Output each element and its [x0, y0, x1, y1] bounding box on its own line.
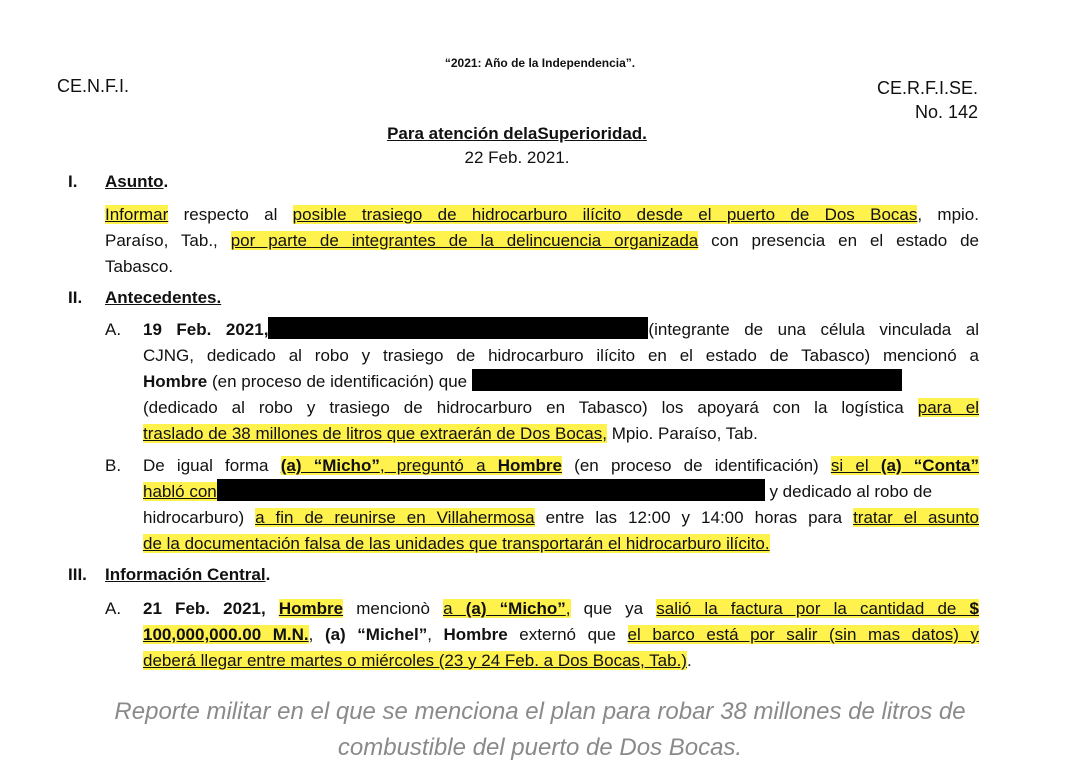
redaction-bar [268, 317, 648, 339]
s2a-text: (dedicado al robo y trasiego de hidrocarburo en Tabasco) los apoyará con la logística [143, 398, 918, 417]
section-2-title-text: Antecedentes. [105, 288, 222, 307]
s2b-text: y dedicado al robo de [764, 482, 933, 501]
section-1-title-text: Asunto [105, 172, 164, 191]
section-1-paragraph [105, 202, 979, 280]
s2b-text: si el [830, 456, 881, 475]
s3a-hl-llegar: deberá llegar entre martes o miércoles (23 y 24 Feb. a Dos Bocas, Tab.) [143, 651, 687, 670]
s2b-text: entre las 12:00 y 14:00 horas para [534, 508, 854, 527]
s3a-micho: (a) “Micho” [465, 599, 566, 618]
s2a-text: (integrante de una célula vinculada al [648, 320, 979, 339]
caption-line-1: Reporte militar en el que se menciona el plan para robar 38 millones de litros de [114, 698, 966, 725]
s2a-line-1 [143, 317, 979, 343]
s3a-hl-amount [143, 625, 309, 644]
s1-text: con presencia en el estado de [698, 231, 979, 250]
s2a-line-2: CJNG, dedicado al robo y trasiego de hidrocarburo ilícito en el estado de Tabasco) mencionó a [143, 346, 979, 365]
s2b-conta: (a) “Conta” [880, 456, 979, 475]
s3a-hombre-2: Hombre [443, 625, 508, 644]
s3a-text: , [308, 625, 325, 644]
item-2B-letter: B. [105, 456, 122, 475]
s2b-hombre: Hombre [497, 456, 562, 475]
s1-text: Paraíso, Tab., [105, 231, 231, 250]
s1-hl-informar: Informar [105, 205, 169, 224]
s2b-line-1 [143, 453, 979, 479]
s3a-text: , [565, 599, 571, 618]
s3a-date: 21 Feb. 2021, [143, 599, 279, 618]
s1-text: , mpio. [917, 205, 979, 224]
s2b-hl-micho [281, 456, 562, 475]
s2b-line-3 [143, 505, 979, 531]
s3a-hombre: Hombre [278, 599, 344, 618]
s3a-amount: 100,000,000.00 M.N. [143, 625, 309, 644]
s2b-line-2 [143, 479, 979, 505]
section-3-title [105, 565, 270, 585]
section-2-number: II. [68, 288, 83, 307]
item-3A-letter: A. [105, 599, 122, 618]
s2a-hl-para-el: para el [917, 398, 979, 417]
s2b-text: hidrocarburo) [143, 508, 256, 527]
s2a-hl-traslado: traslado de 38 millones de litros que extraerán de Dos Bocas, [143, 424, 607, 443]
s1-line-2 [105, 228, 979, 254]
document-title: Para atención delaSuperioridad. [387, 124, 647, 143]
s2a-line-5 [143, 421, 979, 447]
s3a-text: salió la factura por la cantidad de [656, 599, 970, 618]
s2a-line-3 [143, 369, 979, 395]
s1-hl-delincuencia: por parte de integrantes de la delincuencia organizada [230, 231, 699, 250]
s2b-hl-documentacion: de la documentación falsa de las unidades que transportarán el hidrocarburo ilícito. [143, 534, 770, 553]
s2a-hombre: Hombre [143, 372, 208, 391]
right-code-block [877, 76, 978, 124]
s2b-line-4 [143, 531, 979, 557]
s2b-text: , preguntó a [379, 456, 498, 475]
s3a-text: a [443, 599, 466, 618]
s2a-text: (en proceso de identificación) que [207, 372, 468, 391]
s1-line-1 [105, 202, 979, 228]
redaction-bar [472, 369, 902, 391]
image-caption [0, 694, 1080, 766]
s3a-line-1 [143, 596, 979, 622]
s2b-hl-villahermosa: a fin de reunirse en Villahermosa [255, 508, 535, 527]
s1-line-3: Tabasco. [105, 257, 174, 276]
s3a-text: que ya [570, 599, 657, 618]
s3a-hl-micho [443, 599, 570, 618]
s1-hl-trasiego: posible trasiego de hidrocarburo ilícito desde el puerto de Dos Bocas [292, 205, 918, 224]
section-2-title [105, 288, 221, 308]
item-2B-paragraph [143, 453, 979, 557]
s2b-micho: (a) “Micho” [280, 456, 380, 475]
s2a-text: Mpio. Paraíso, Tab. [606, 424, 758, 443]
redaction-bar [217, 479, 765, 501]
s3a-hl-factura [656, 599, 979, 618]
s2b-hl-conta [831, 456, 979, 475]
s3a-hl-barco: el barco está por salir (sin mas datos) y [627, 625, 980, 644]
section-1-number: I. [68, 172, 78, 191]
section-3-number: III. [68, 565, 87, 584]
s3a-line-2 [143, 622, 979, 648]
motto: “2021: Año de la Independencia”. [444, 56, 636, 70]
s3a-dollar: $ [969, 599, 979, 618]
doc-number: No. 142 [914, 102, 978, 122]
caption-line-2: combustible del puerto de Dos Bocas. [337, 734, 743, 761]
section-1-title-dot: . [163, 172, 169, 191]
s2b-hl-hablo: habló con [143, 482, 217, 501]
s2b-text: De igual forma [143, 456, 281, 475]
item-3A-paragraph [143, 596, 979, 674]
s3a-text: , [427, 625, 444, 644]
s2a-line-4 [143, 395, 979, 421]
document-date: 22 Feb. 2021. [464, 148, 570, 167]
s3a-michel: (a) “Michel” [324, 625, 428, 644]
left-code: CE.N.F.I. [57, 76, 130, 96]
right-code: CE.R.F.I.SE. [876, 78, 978, 98]
s2b-text: (en proceso de identificación) [561, 456, 831, 475]
s3a-text: mencionò [343, 599, 444, 618]
s3a-text: externó que [507, 625, 628, 644]
s2a-date: 19 Feb. 2021, [143, 320, 269, 339]
section-3-title-dot: . [265, 565, 271, 584]
section-1-title [105, 172, 168, 192]
s3a-text: . [686, 651, 692, 670]
s1-text: respecto al [168, 205, 293, 224]
item-2A-paragraph [143, 317, 979, 447]
item-2A-letter: A. [105, 320, 122, 339]
s2b-hl-tratar: tratar el asunto [853, 508, 979, 527]
s3a-hl-hombre [279, 599, 343, 618]
section-3-title-text: Información Central [105, 565, 266, 584]
s3a-line-3 [143, 648, 979, 674]
